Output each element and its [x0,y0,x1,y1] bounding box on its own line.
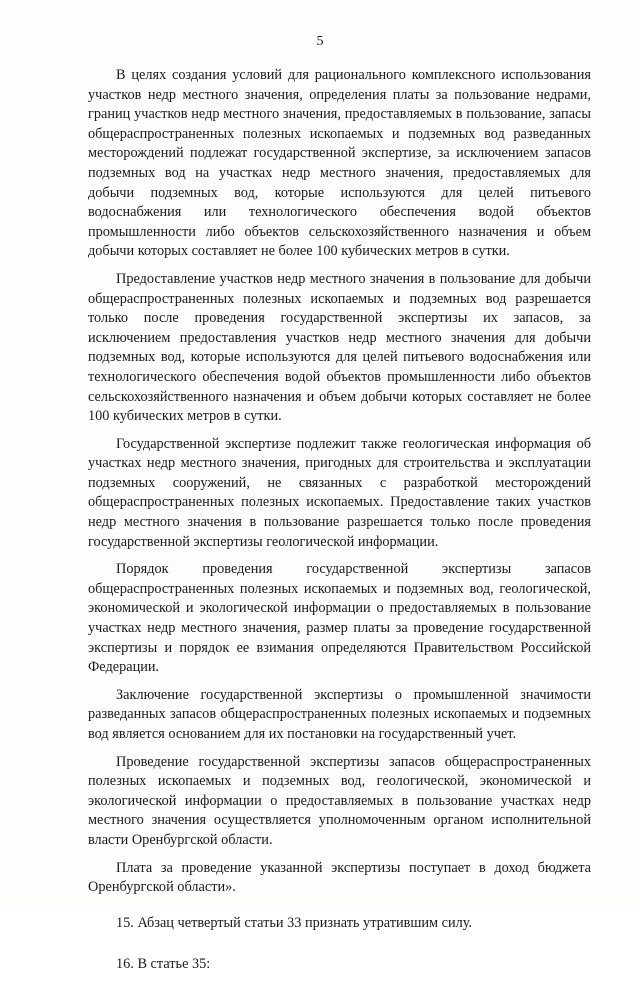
page-number: 5 [316,34,324,49]
numbered-item-15: 15. Абзац четвертый статьи 33 признать утратившим силу. [116,914,473,931]
document-body [88,66,591,997]
paragraph: Проведение государственной экспертизы запасов общераспространенных полезных ископаемых и подземных вод, геологической, экономической и экологической информации о предоставляемых в пользование участках недр местного значения осуществляется уполномоченным органом исполнительной власти Оренбургской области. [88,753,591,848]
paragraph: Плата за проведение указанной экспертизы поступает в доход бюджета Оренбургской области». [88,859,591,896]
paragraph: Заключение государственной экспертизы о промышленной значимости разведанных запасов общераспространенных полезных ископаемых и подземных вод является основанием для их постановки на государственный учет. [88,686,591,742]
paragraph: В целях создания условий для рационального комплексного использования участков недр местного значения, определения платы за пользование недрами, границ участков недр местного значения, предоставляемых в пользование, запасы общераспространенных полезных ископаемых и подземных вод разведанных месторождений подлежат государственной экспертизе, за исключением запасов подземных вод на участках недр местного значения, предоставляемых для добычи подземных вод, которые используются для целей питьевого водоснабжения или технологического обеспечения водой объектов промышленности либо объектов сельскохозяйственного назначения и объем добычи которых составляет не более 100 кубических метров в сутки. [88,67,591,260]
paragraph: Предоставление участков недр местного значения в пользование для добычи общераспространенных полезных ископаемых и подземных вод разрешается только после проведения государственной экспертизы их запасов, за исключением предоставления участков недр местного значения для добычи подземных вод, которые используются для целей питьевого водоснабжения или технологического обеспечения водой объектов промышленности либо объектов сельскохозяйственного назначения и объем добычи которых составляет не более 100 кубических метров в сутки. [88,270,591,425]
paragraph: Государственной экспертизе подлежит также геологическая информация об участках недр местного значения, пригодных для строительства и эксплуатации подземных сооружений, не связанных с разработкой месторождений общераспространенных полезных ископаемых. Предоставление таких участков недр местного значения в пользование разрешается только после проведения государственной экспертизы геологической информации. [88,435,591,550]
paragraph: Порядок проведения государственной экспертизы запасов общераспространенных полезных ископаемых и подземных вод, геологической, экономической и экологической информации о предоставляемых в пользование участках недр местного значения, размер платы за проведение государственной экспертизы и порядок ее взимания определяются Правительством Российской Федерации. [88,561,591,676]
numbered-item-16: 16. В статье 35: [116,956,211,973]
